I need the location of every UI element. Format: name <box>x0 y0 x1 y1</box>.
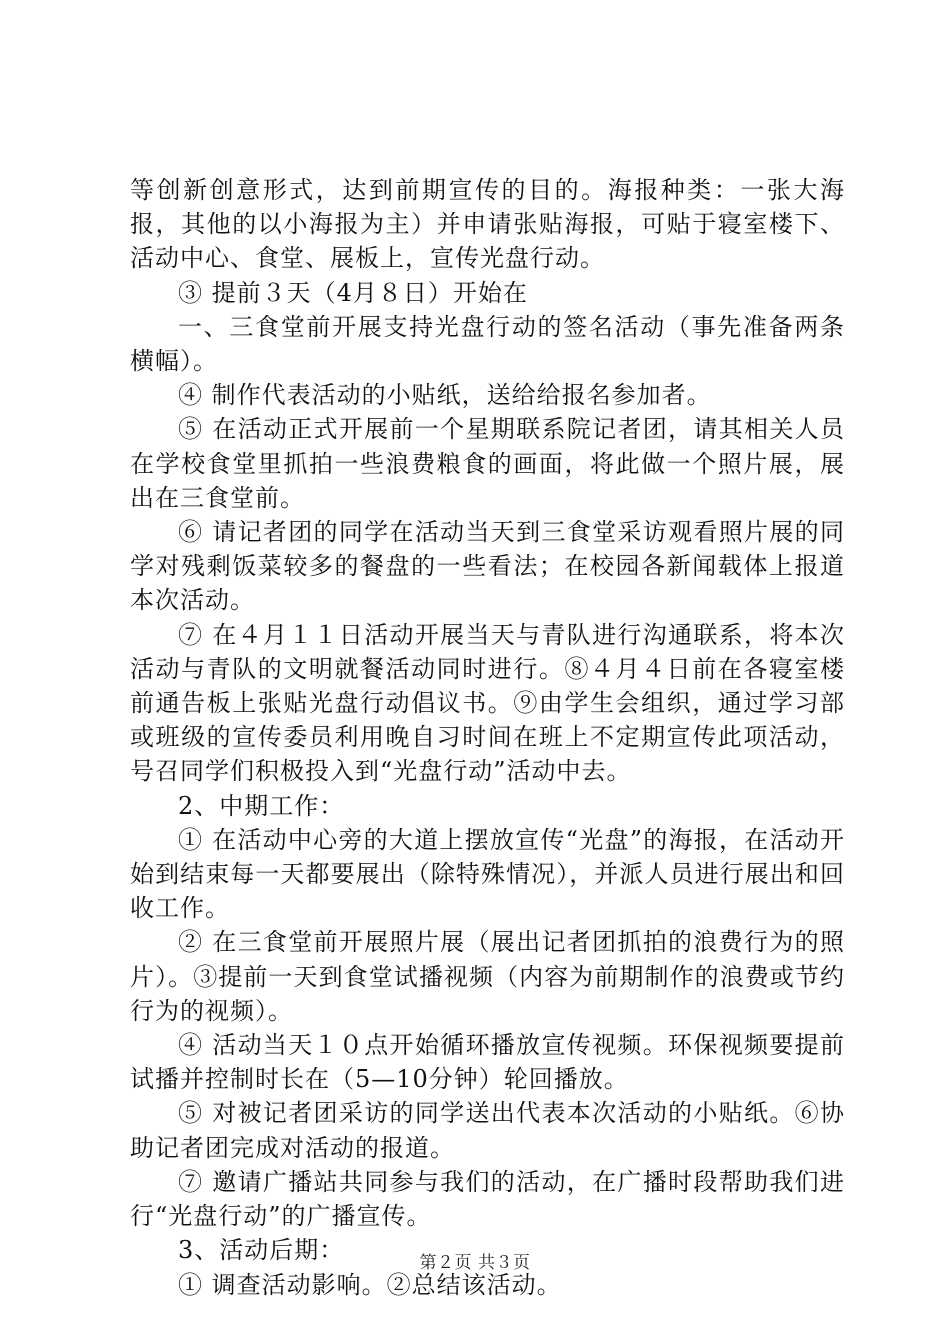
paragraph: ⑥ 请记者团的同学在活动当天到三食堂采访观看照片展的同学对残剩饭菜较多的餐盘的一些看法；在校园各新闻载体上报道本次活动。 <box>130 518 845 615</box>
paragraph: ① 在活动中心旁的大道上摆放宣传“光盘”的海报，在活动开始到结束每一天都要展出（除特殊情况），并派人员进行展出和回收工作。 <box>130 825 845 923</box>
paragraph: ⑦ 邀请广播站共同参与我们的活动，在广播时段帮助我们进行“光盘行动”的广播宣传。 <box>130 1167 845 1231</box>
paragraph: ④ 活动当天１０点开始循环播放宣传视频。环保视频要提前试播并控制时长在（5—10分钟）轮回播放。 <box>130 1031 845 1094</box>
paragraph: 等创新创意形式，达到前期宣传的目的。海报种类：一张大海报，其他的以小海报为主）并申请张贴海报，可贴于寝室楼下、活动中心、食堂、展板上，宣传光盘行动。 <box>130 176 845 273</box>
paragraph: ⑤ 对被记者团采访的同学送出代表本次活动的小贴纸。⑥协助记者团完成对活动的报道。 <box>130 1099 845 1162</box>
section-heading: 3、活动后期： <box>178 1236 345 1265</box>
document-body <box>130 173 845 1302</box>
page-number-footer: 第２页 共３页 <box>419 1253 531 1273</box>
paragraph: ③ 提前３天（4月８日）开始在 <box>178 278 528 307</box>
paragraph: ① 调查活动影响。②总结该活动。 <box>178 1270 562 1299</box>
paragraph: ④ 制作代表活动的小贴纸，送给给报名参加者。 <box>178 381 712 410</box>
paragraph: ② 在三食堂前开展照片展（展出记者团抓拍的浪费行为的照片）。③提前一天到食堂试播视频（内容为前期制作的浪费或节约行为的视频）。 <box>130 928 845 1025</box>
paragraph: 一、三食堂前开展支持光盘行动的签名活动（事先准备两条横幅）。 <box>130 312 845 376</box>
paragraph: ⑤ 在活动正式开展前一个星期联系院记者团，请其相关人员在学校食堂里抓拍一些浪费粮食的画面，将此做一个照片展，展出在三食堂前。 <box>130 415 845 512</box>
section-heading: 2、中期工作： <box>178 791 345 820</box>
paragraph: ⑦ 在４月１１日活动开展当天与青队进行沟通联系，将本次活动与青队的文明就餐活动同时进行。⑧４月４日前在各寝室楼前通告板上张贴光盘行动倡议书。⑨由学生会组织，通过学习部或班级的宣传委员利用晚自习时间在班上不定期宣传此项活动，号召同学们积极投入到“光盘行动”活动中去。 <box>130 620 845 786</box>
